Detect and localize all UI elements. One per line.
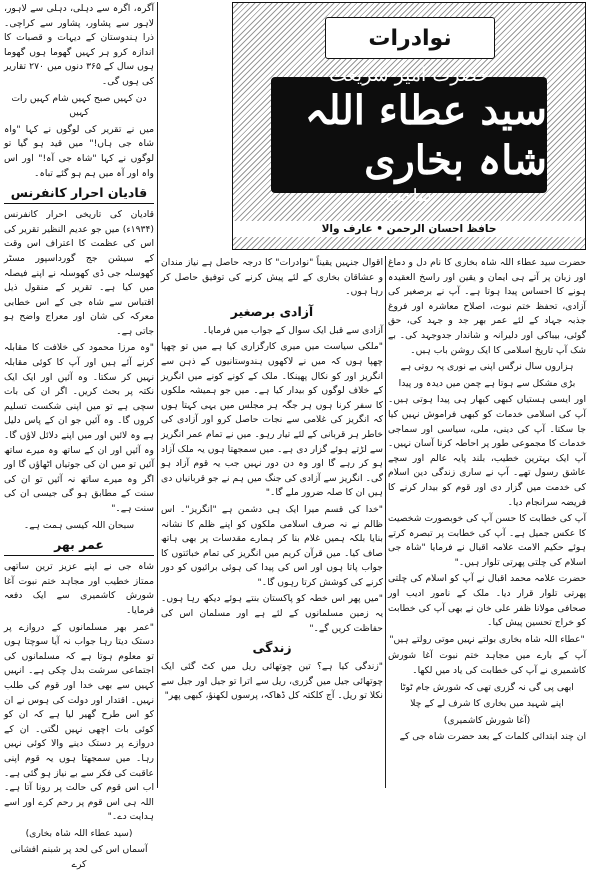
conference-heading: قادیان احرار کانفرنس	[4, 185, 154, 204]
freedom-paragraph: آزادی سے قبل ایک سوال کے جواب میں فرمایا۔	[202, 324, 383, 336]
closing-verse: آسماں اس کی لحد پر شبنم افشانی کرے	[10, 844, 148, 871]
subject-title-panel	[271, 64, 547, 206]
subject-title-line1: حضرت امیر شریعت	[329, 64, 489, 86]
right-paragraph-2: اور ایسی ہستیاں کبھی کبھار ہی پیدا ہوتی ہیں۔ آپ کی اسلامی خدمات کو کبھی فراموش نہیں کیا جا سکتا۔ آپ کی دینی، ملی، سیاسی اور سماجی خدمات کا مجموعی طور پر احاطہ کرنا آسان نہیں۔ آپ ایک بہترین خطیب، بلند پایہ عالم اور سچے عاشق رسول تھے۔ آپ نے ساری زندگی دین اسلام کی خدمت میں گزار دی اور قوم کو بیدار کرنے کا فریضہ سرانجام دیا۔	[388, 394, 586, 508]
subject-title-line2: سید عطاء اللہ شاہ بخاری	[304, 87, 547, 184]
right-closing-verse-2: اپنے شہید میں بخاری کا شرف لے کے چلا	[410, 698, 564, 710]
article-authors: حافظ احسان الرحمن • عارف والا	[233, 221, 585, 237]
freedom-quote-2: "خدا کی قسم میرا ایک ہی دشمن ہے "انگریز"۔ اس ظالم نے نہ صرف اسلامی ملکوں کو اپنے ظلم کا نشانہ بنایا بلکہ ہمیں غلام بنا کر ہمارے مقدسات پر بھی ہاتھ صاف کیا۔ میں قرآن کریم میں انگریز کی تمام خباثتوں کا جواب پاتا ہوں اور اس کی پیدا کی ہوئی برائیوں کو دور کرنے کی کوشش کرتا رہوں گا۔"	[161, 503, 383, 588]
column-divider-left	[157, 2, 158, 788]
left-intro-paragraph: آگرہ، اگرہ سے دہلی، دہلی سے لاہور، لاہور سے پشاور، پشاور سے کراچی۔ ذرا ہندوستان کے دیہات و قصبات کا اندازہ کرو ہر کہیں گھوما ہوں گھوما ہوں سال کے ۳۶۵ دنوں میں ۲۷۰ تقاریر کی ہوں گی۔	[4, 3, 154, 87]
age-quote: "عمر بھر مسلمانوں کے دروازے پر دستک دیتا رہا جواب نہ آیا سوچتا ہوں تو معلوم ہوتا ہے کہ مسلمانوں کی اجتماعی سرشت بدل چکی ہے۔ انہیں کہیں سے بھی خدا اور قوم کی طلب نہیں۔ اقتدار اور دولت کی ہوس نے ان کو اس طرح گھیر لیا ہے کہ ان کو کوئی بات اچھی نہیں لگتی۔ ان کے دروازے پر دستک دینے والا کوئی نہیں رہا۔ میں سمجھتا ہوں یہ قوم اپنی عاقبت کی فکر سے بے نیاز ہو گئی ہے۔ اب اس قوم کی حالت پر رونا آتا ہے۔ اللہ ہی اس قوم پر رحم کرے اور اسے ہدایت دے۔"	[4, 621, 154, 823]
left-column	[4, 2, 154, 871]
column-divider-right	[385, 256, 386, 788]
right-closing-paragraph: ان چند ابتدائی کلمات کے بعد حضرت شاہ جی کے	[399, 731, 586, 743]
right-verse-line-1: ہزاروں سال نرگس اپنی بے نوری پہ روتی ہے	[400, 361, 574, 373]
middle-intro-paragraph: اقوال جنہیں یقیناً "نوادرات" کا درجہ حاصل ہے نیاز مندان و عشاقان بخاری کے لئے پیش کرنے کی توفیق حاصل کر رہا ہوں۔	[161, 257, 383, 298]
freedom-heading: آزادی برصغیر	[230, 303, 314, 319]
right-paragraph-1: حضرت سید عطاء اللہ شاہ بخاری کا نام دل و دماغ اور زبان پر آتے ہی ایمان و یقین اور راسخ العقیدہ ہونے کا احساس پیدا ہوتا ہے۔ آپ نے برصغیر کی آزادی، تحفظ ختم نبوت، اصلاح معاشرہ اور فروغ جذبہ جہاد کے لئے عمر بھر جد و جہد کی، حق گوئی، بیباکی اور دلیرانہ و شاندار جدوجہد کی۔ بے شک آپ تاریخ اسلامی کا ایک روشن باب ہیں۔	[388, 257, 586, 356]
right-paragraph-4: حضرت علامہ محمد اقبال نے آپ کو اسلام کی چلتی پھرتی تلوار قرار دیا۔ ملک کے نامور ادیب اور صحافی مولانا ظفر علی خان نے بھی آپ کی خطابت کو خراج تحسین پیش کیا۔	[388, 573, 586, 629]
life-quote: "زندگی کیا ہے؟ تین چوتھائی ریل میں کٹ گئی ایک چوتھائی جیل میں گزری، ریل سے اترا تو جیل اور جیل سے نکلا تو ریل۔ آج کلکتہ کل ڈھاکہ، پرسوں لکھنؤ، کبھی پھر"	[161, 661, 383, 702]
header-box	[232, 2, 586, 250]
right-column	[388, 256, 586, 788]
right-verse-attribution: (آغا شورش کاشمیری)	[443, 714, 531, 726]
age-heading: عمر بھر	[4, 537, 154, 556]
left-verse-paragraph: میں نے تقریر کی لوگوں نے کہا "واہ شاہ جی ہاں!" میں قید ہو گیا تو لوگوں نے کہا "شاہ جی آہ!" اور اس واہ اور آہ میں ہم ہو گئے تباہ۔	[4, 123, 154, 179]
right-paragraph-5: آپ کے بارے میں مجاہد ختم نبوت آغا شورش کاشمیری نے آپ کی خطابت کی یاد میں لکھا۔	[388, 650, 586, 677]
section-title-banner: نوادرات	[325, 17, 495, 59]
life-heading: زندگی	[252, 640, 292, 656]
conference-paragraph: قادیان کی تاریخی احرار کانفرنس (۱۹۳۴ء) میں جو عدیم النظیر تقریر کی اس کی عظمت کا اعتراف اس وقت کے سیشن جج گورداسپور مسٹر کھوسلہ جی ڈی کھوسلہ نے اپنے فیصلہ میں کیا ہے۔ تقریر کے منقول ذیل اقتباس سے شاہ جی کے اس خطابی معرکہ کی شان اور معراج واضح ہو جاتی ہے۔	[4, 209, 154, 337]
age-paragraph: شاہ جی نے اپنے عزیز ترین ساتھی ممتاز خطیب اور مجاہد ختم نبوت آغا شورش کاشمیری سے ایک دفعہ فرمایا۔	[4, 561, 154, 616]
age-signature: (سید عطاء اللہ شاہ بخاری)	[25, 827, 133, 839]
right-quote: "عطاء اللہ شاہ بخاری بولتے نہیں موتی رولتے ہیں"	[389, 633, 585, 645]
conference-closing: سبحان اللہ کیسی ہمت ہے۔	[23, 519, 135, 531]
right-paragraph-3: آپ کی خطابت کا حسن آپ کی خوبصورت شخصیت کا عکس جمیل ہے۔ آپ کی خطابت پر تبصرہ کرتے ہوئے حکیم الامت علامہ اقبال نے فرمایا "شاہ جی اسلام کی چلتی پھرتی تلوار ہیں۔"	[388, 513, 586, 568]
left-verse-line: دن کہیں صبح کہیں شام کہیں رات کہیں	[11, 92, 147, 119]
freedom-quote-1: "ملکی سیاست میں میری کارگزاری کیا ہے میں تو چھپا چھپا ہوں کہ میں نے لاکھوں ہندوستانیوں کے ذہن سے انگریز اور کو نکال پھینکا۔ ملک کے کونے کونے میں انگریز کے خلاف لوگوں کو بیدار کیا ہے۔ میں جو ہمیشہ ملکوں کا سفر کرنا ہوں ہر جگہ ہر مجلس میں یہی کہتا ہوں کہ انگریز کی غلامی سے نجات حاصل کرو اور آزادی کی خاطر ہر قربانی کے لئے تیار رہو۔ میں نے تمام عمر انگریز سے لڑتے ہوئے گزار دی ہے۔ میں سمجھتا ہوں یہ ملک آزاد ہو کر رہے گا اور وہ دن دور نہیں جب یہ قوم آزاد ہو گی۔ انگریز سے آزادی کی جنگ میں ہم نے جو قربانیاں دی ہیں ان کا صلہ ضرور ملے گا۔"	[161, 341, 383, 499]
conference-quote: "وہ مرزا محمود کی خلافت کا مقابلہ کرنے آئے ہیں اور آپ کا کوئی مقابلہ نہیں کر سکتا۔ وہ آئیں اور ایک ایک نکتہ پر بحث کریں۔ اگر ان کی بات سچی ہے تو میں اپنی شکست تسلیم کروں گا۔ وہ آئیں جو ان کے پاس دلیل ہے وہ لائیں اور میں اپنے دلائل لاؤں گا۔ وہ آئیں اور ان کے ساتھ وہ میرے ساتھ آئیں تو میں ان کی جوتیاں اٹھاؤں گا اور اگر وہ میرے ساتھ نہ آئیں تو ان کی سنت کے مطابق ہو گی جیسی ان کی سنت ہے۔"	[4, 342, 154, 514]
right-closing-verse-1: ابھی پی گی نہ گزری تھی کہ شورش جام ٹوٹا	[400, 681, 574, 693]
subject-title-line3: صاحب	[385, 186, 433, 206]
middle-column	[161, 256, 383, 788]
freedom-quote-3: "میں پھر اس خطہ کو پاکستان بنتے ہوئے دیکھ رہا ہوں۔ یہ زمین مسلمانوں کے لئے ہے اور مسلمان اس کی حفاظت کریں گے۔"	[161, 593, 383, 634]
right-verse-line-2: بڑی مشکل سے ہوتا ہے چمن میں دیدہ ور پیدا	[398, 377, 576, 389]
